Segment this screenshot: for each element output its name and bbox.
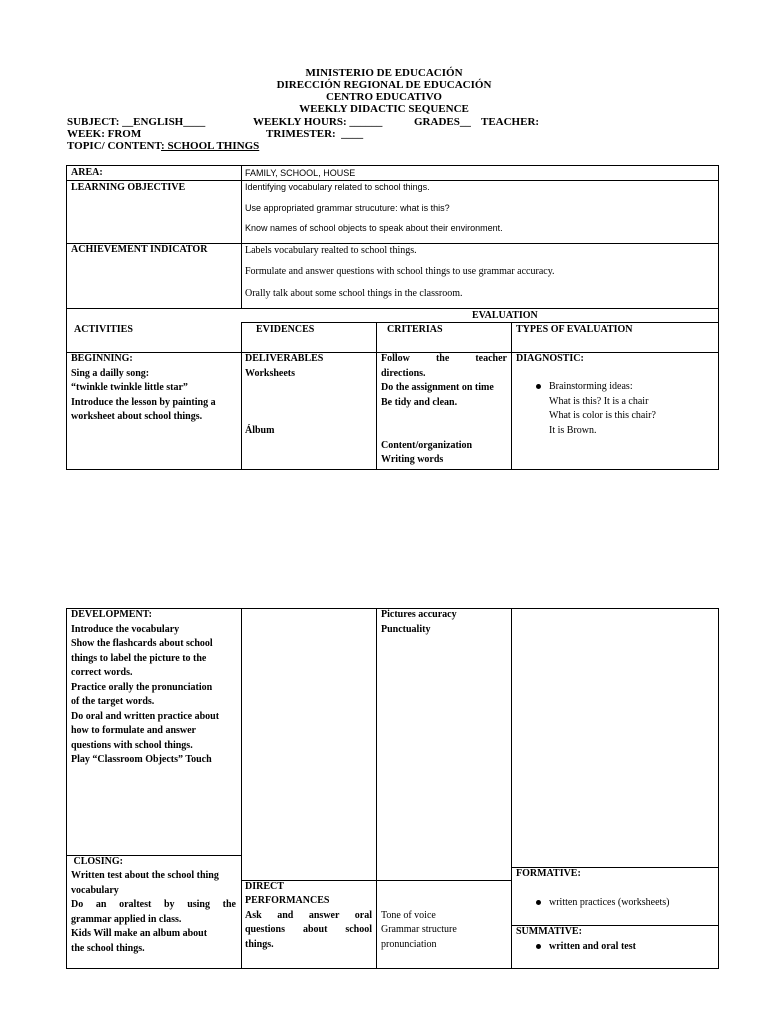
- summative-item: written and oral test: [549, 941, 636, 952]
- development-title: DEVELOPMENT:: [71, 609, 152, 620]
- worksheets-item: Worksheets: [245, 368, 295, 379]
- development-line: Play “Classroom Objects” Touch: [71, 754, 212, 765]
- closing-title: CLOSING:: [71, 856, 123, 867]
- question-line: What is this? It is a chair: [549, 396, 649, 407]
- evidences-header: EVIDENCES: [256, 324, 315, 335]
- beginning-line: “twinkle twinkle little star”: [71, 382, 188, 393]
- indicator-2: Formulate and answer questions with school things to use grammar accuracy.: [245, 266, 555, 277]
- criterias-header: CRITERIAS: [387, 324, 443, 335]
- summative-label: SUMMATIVE:: [516, 926, 582, 937]
- ministry-title: MINISTERIO DE EDUCACIÓN: [305, 67, 463, 79]
- bullet-icon: [536, 384, 541, 389]
- criteria-pronunciation: pronunciation: [381, 939, 437, 950]
- criteria-content: Content/organization: [381, 440, 473, 451]
- topic-value: : SCHOOL THINGS: [161, 140, 260, 152]
- beginning-title: BEGINNING:: [71, 353, 133, 364]
- activities-header: ACTIVITIES: [74, 324, 133, 335]
- formative-item: written practices (worksheets): [549, 897, 670, 908]
- topic-field: [67, 140, 259, 152]
- area-label: AREA:: [71, 167, 103, 178]
- formative-label: FORMATIVE:: [516, 868, 581, 879]
- development-line: of the target words.: [71, 696, 155, 707]
- criteria-writing: Writing words: [381, 454, 444, 465]
- direct-performances-label: DIRECT: [245, 881, 284, 892]
- direct-performances-label: PERFORMANCES: [245, 895, 330, 906]
- document-title: WEEKLY DIDACTIC SEQUENCE: [299, 103, 469, 115]
- subject-field: SUBJECT: __ENGLISH____: [67, 116, 206, 128]
- development-line: correct words.: [71, 667, 133, 678]
- criteria-grammar: Grammar structure: [381, 924, 457, 935]
- deliverables-label: DELIVERABLES: [245, 353, 324, 364]
- ask-answer-line: things.: [245, 939, 274, 950]
- indicator-3: Orally talk about some school things in the classroom.: [245, 288, 463, 299]
- indicator-1: Labels vocabulary realted to school things.: [245, 245, 417, 256]
- closing-line: Do an oraltest by using the: [71, 899, 236, 910]
- development-line: Introduce the vocabulary: [71, 624, 180, 635]
- closing-line: Written test about the school thing: [71, 870, 219, 881]
- development-line: things to label the picture to the: [71, 653, 207, 664]
- bullet-icon: [536, 944, 541, 949]
- evaluation-header: EVALUATION: [472, 310, 538, 321]
- beginning-line: worksheet about school things.: [71, 411, 203, 422]
- closing-line: the school things.: [71, 943, 145, 954]
- diagnostic-label: DIAGNOSTIC:: [516, 353, 584, 364]
- area-value: FAMILY, SCHOOL, HOUSE: [245, 168, 356, 178]
- school-title: CENTRO EDUCATIVO: [325, 91, 442, 103]
- brainstorming-item: Brainstorming ideas:: [549, 381, 633, 392]
- regional-direction-title: DIRECCIÓN REGIONAL DE EDUCACIÓN: [276, 79, 492, 91]
- objective-2: Use appropriated grammar strucuture: what is this?: [245, 203, 450, 213]
- teacher-field: TEACHER:: [481, 116, 540, 128]
- development-line: questions with school things.: [71, 740, 193, 751]
- closing-line: vocabulary: [71, 885, 119, 896]
- week-field: WEEK: FROM: [67, 128, 142, 140]
- development-line: Show the flashcards about school: [71, 638, 213, 649]
- types-of-evaluation-header: TYPES OF EVALUATION: [516, 324, 633, 335]
- criteria-assignment: Do the assignment on time: [381, 382, 494, 393]
- ask-answer-line: Ask and answer oral: [245, 910, 372, 921]
- criteria-follow-line: Follow the teacher: [381, 353, 507, 364]
- album-item: Álbum: [245, 425, 275, 436]
- development-line: how to formulate and answer: [71, 725, 196, 736]
- development-line: Practice orally the pronunciation: [71, 682, 213, 693]
- objective-1: Identifying vocabulary related to school things.: [245, 182, 430, 192]
- criteria-punctuality: Punctuality: [381, 624, 431, 635]
- learning-objective-label: LEARNING OBJECTIVE: [71, 182, 186, 193]
- bullet-icon: [536, 900, 541, 905]
- criteria-tone: Tone of voice: [381, 910, 436, 921]
- closing-line: Kids Will make an album about: [71, 928, 208, 939]
- closing-line: grammar applied in class.: [71, 914, 182, 925]
- grades-field: GRADES__: [414, 116, 471, 128]
- ask-answer-line: questions about school: [245, 924, 372, 935]
- beginning-line: Introduce the lesson by painting a: [71, 397, 216, 408]
- development-line: Do oral and written practice about: [71, 711, 220, 722]
- trimester-field: TRIMESTER: ____: [266, 128, 364, 140]
- answer-line: It is Brown.: [549, 425, 597, 436]
- weekly-hours-field: WEEKLY HOURS: ______: [253, 116, 383, 128]
- objective-3: Know names of school objects to speak about their environment.: [245, 223, 503, 233]
- achievement-indicator-label: ACHIEVEMENT INDICATOR: [71, 244, 208, 255]
- criteria-pictures: Pictures accuracy: [381, 609, 457, 620]
- beginning-line: Sing a dailly song:: [71, 368, 150, 379]
- topic-label: TOPIC/ CONTENT: [67, 140, 162, 152]
- question-line: What is color is this chair?: [549, 410, 656, 421]
- criteria-tidy: Be tidy and clean.: [381, 397, 458, 408]
- criteria-directions: directions.: [381, 368, 426, 379]
